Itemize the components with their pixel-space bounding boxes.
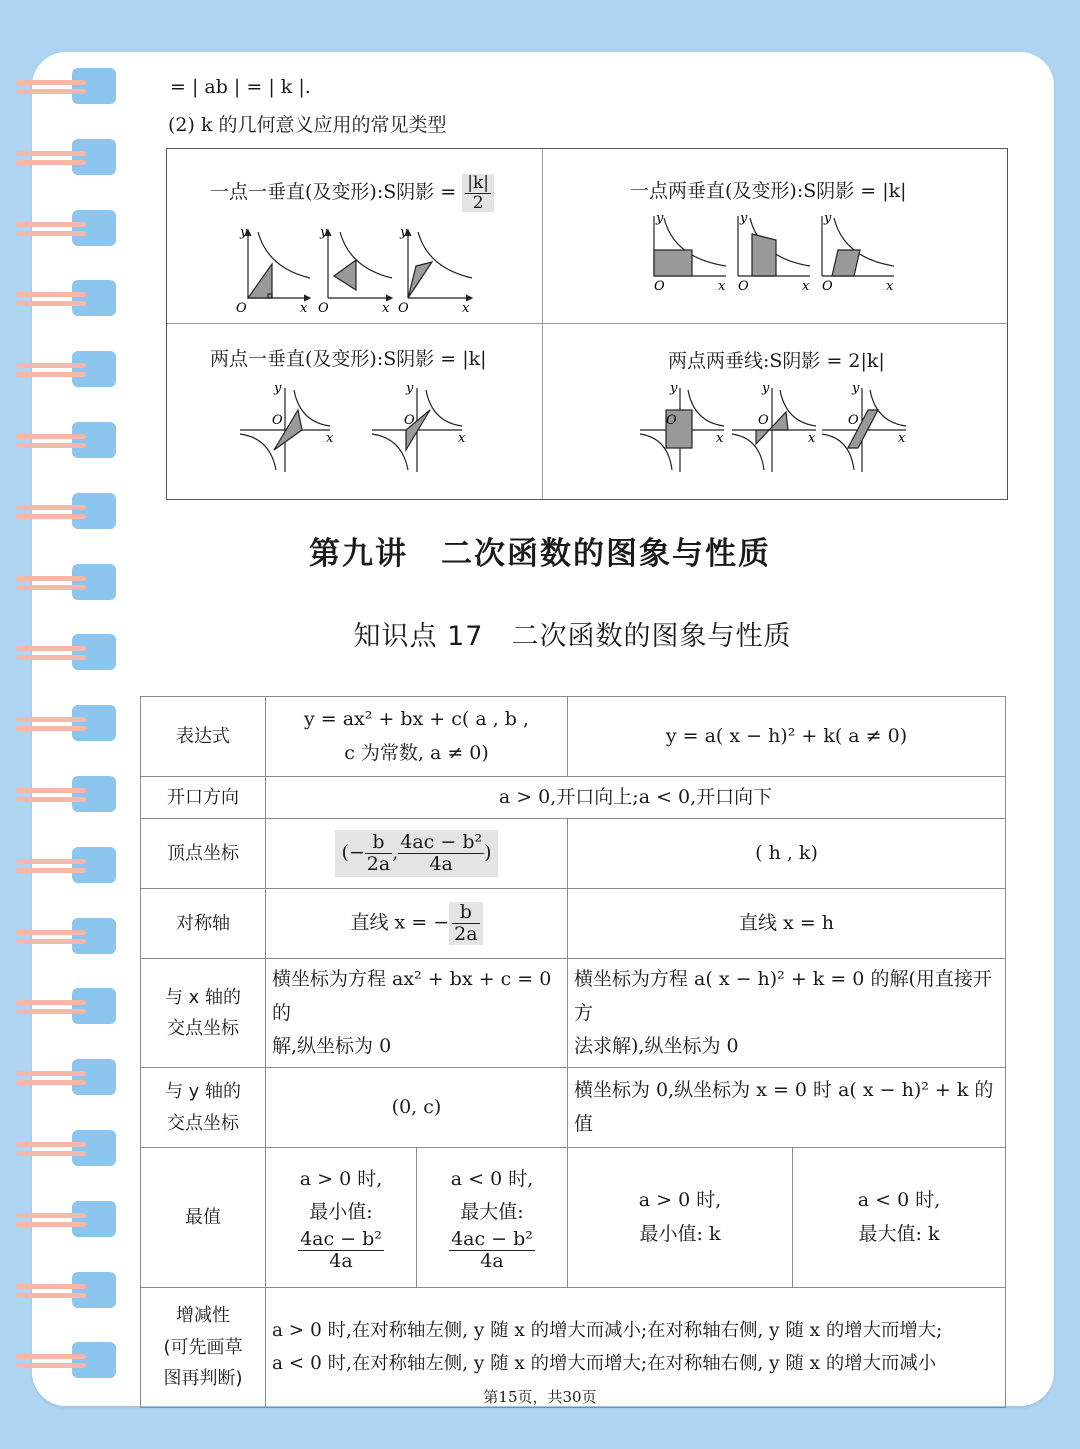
binding-ring xyxy=(14,1059,110,1095)
cell-vertex-hk: ( h , k) xyxy=(568,819,1006,889)
binding-ring xyxy=(14,139,110,175)
binding-ring xyxy=(14,988,110,1024)
svg-text:y: y xyxy=(320,225,328,240)
cell-y-intercept-vertex: 横坐标为 0,纵坐标为 x = 0 时 a( x − h)² + k 的值 xyxy=(568,1068,1006,1148)
cell-axis-general: 直线 x = − $\frac{b}{2a}$ xyxy=(266,889,568,959)
one-point-two-perp-graphs xyxy=(640,210,900,300)
figure-caption-2: 一点两垂直(及变形):S阴影 = |k| xyxy=(630,180,907,202)
cell-x-intercept-vertex: 横坐标为方程 a( x − h)² + k = 0 的解(用直接开方 法求解),纵坐标为 0 xyxy=(568,959,1006,1068)
cell-min-general: a > 0 时, 最小值: $\frac{\text{4ac − b²}}{4a}$ xyxy=(266,1148,417,1288)
quadratic-properties-table xyxy=(140,696,1006,1408)
figure-caption-4: 两点两垂线:S阴影 = 2|k| xyxy=(668,350,885,372)
row-label-x-intercept: 与 x 轴的 交点坐标 xyxy=(141,959,266,1068)
row-label-monotonicity: 增减性 (可先画草 图再判断) xyxy=(141,1288,266,1408)
binding-ring xyxy=(14,1342,110,1378)
svg-text:O: O xyxy=(398,301,409,316)
cell-min-vertex: a > 0 时, 最小值: k xyxy=(568,1148,793,1288)
svg-text:y: y xyxy=(406,381,414,396)
svg-text:x: x xyxy=(300,301,308,316)
cell-vertex-form: y = a( x − h)² + k( a ≠ 0) xyxy=(568,697,1006,777)
binding-ring xyxy=(14,918,110,954)
svg-text:y: y xyxy=(824,211,832,226)
row-label-vertex: 顶点坐标 xyxy=(141,819,266,889)
two-point-one-perp-graphs xyxy=(230,380,480,480)
two-point-two-perp-graphs xyxy=(636,380,916,480)
binding-ring xyxy=(14,493,110,529)
svg-text:y: y xyxy=(670,381,678,396)
spiral-binding xyxy=(14,68,110,1388)
figure-caption-1: 一点一垂直(及变形):S阴影 = $\frac{|k|}{2}$ xyxy=(210,174,494,212)
cell-vertex-general: (− $\frac{b}{2a}$ , $\frac{\text{4ac − b²}}{4a}$ ) xyxy=(266,819,568,889)
svg-text:O: O xyxy=(822,279,833,294)
svg-text:x: x xyxy=(382,301,390,316)
binding-ring xyxy=(14,68,110,104)
binding-ring xyxy=(14,1201,110,1237)
binding-ring xyxy=(14,847,110,883)
svg-text:O: O xyxy=(666,413,677,428)
cell-x-intercept-general: 横坐标为方程 ax² + bx + c = 0 的 解,纵坐标为 0 xyxy=(266,959,568,1068)
svg-text:x: x xyxy=(802,279,810,294)
svg-text:O: O xyxy=(236,301,247,316)
cell-axis-h: 直线 x = h xyxy=(568,889,1006,959)
binding-ring xyxy=(14,351,110,387)
row-label-expression: 表达式 xyxy=(141,697,266,777)
svg-text:y: y xyxy=(274,381,282,396)
cell-general-form: y = ax² + bx + c( a , b , c 为常数, a ≠ 0) xyxy=(266,697,568,777)
svg-text:x: x xyxy=(808,431,816,446)
lecture-title: 第九讲 二次函数的图象与性质 xyxy=(309,536,771,572)
knowledge-point-title: 知识点 17 二次函数的图象与性质 xyxy=(353,621,792,652)
binding-ring xyxy=(14,705,110,741)
svg-text:y: y xyxy=(400,225,408,240)
svg-text:x: x xyxy=(716,431,724,446)
row-label-extremum: 最值 xyxy=(141,1148,266,1288)
binding-ring xyxy=(14,280,110,316)
row-label-y-intercept: 与 y 轴的 交点坐标 xyxy=(141,1068,266,1148)
binding-ring xyxy=(14,776,110,812)
cell-max-general: a < 0 时, 最大值: $\frac{\text{4ac − b²}}{4a}$ xyxy=(417,1148,568,1288)
cell-opening: a > 0,开口向上;a < 0,开口向下 xyxy=(266,777,1006,819)
svg-text:O: O xyxy=(848,413,859,428)
row-label-axis: 对称轴 xyxy=(141,889,266,959)
svg-text:x: x xyxy=(326,431,334,446)
cell-monotonicity: a > 0 时,在对称轴左侧, y 随 x 的增大而减小;在对称轴右侧, y 随 x 的增大而增大; a < 0 时,在对称轴左侧, y 随 x 的增大而增大;在对称轴右侧, y 随 x 的增大而减小 xyxy=(266,1288,1006,1408)
page-number: 第15页，共30页 xyxy=(483,1388,597,1406)
svg-text:x: x xyxy=(898,431,906,446)
svg-text:x: x xyxy=(718,279,726,294)
svg-text:y: y xyxy=(656,211,664,226)
svg-text:x: x xyxy=(462,301,470,316)
svg-text:O: O xyxy=(404,413,415,428)
svg-text:x: x xyxy=(886,279,894,294)
binding-ring xyxy=(14,422,110,458)
one-point-one-perp-graphs xyxy=(160,220,540,315)
cell-y-intercept-general: (0, c) xyxy=(266,1068,568,1148)
cell-max-vertex: a < 0 时, 最大值: k xyxy=(793,1148,1006,1288)
svg-text:O: O xyxy=(738,279,749,294)
svg-text:O: O xyxy=(318,301,329,316)
binding-ring xyxy=(14,1272,110,1308)
svg-text:O: O xyxy=(654,279,665,294)
svg-text:y: y xyxy=(762,381,770,396)
svg-text:x: x xyxy=(458,431,466,446)
section-subheading: (2) k 的几何意义应用的常见类型 xyxy=(168,114,447,136)
binding-ring xyxy=(14,210,110,246)
formula-line: = | ab | = | k |. xyxy=(170,76,311,98)
svg-text:y: y xyxy=(240,225,248,240)
svg-text:y: y xyxy=(740,211,748,226)
figure-caption-3: 两点一垂直(及变形):S阴影 = |k| xyxy=(210,348,487,370)
row-label-opening: 开口方向 xyxy=(141,777,266,819)
svg-text:O: O xyxy=(272,413,283,428)
binding-ring xyxy=(14,1130,110,1166)
svg-text:y: y xyxy=(852,381,860,396)
svg-text:O: O xyxy=(758,413,769,428)
